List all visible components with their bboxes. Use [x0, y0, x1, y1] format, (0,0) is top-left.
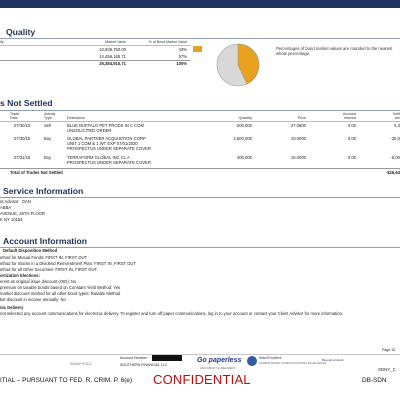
trade-1-date: 07/30/15: [14, 123, 31, 128]
dalbar-seal-icon: [247, 356, 257, 366]
col-price: Price: [297, 116, 306, 120]
method-line-2: ethod for Stocks in a Dividend Reinvestment Plan: FIRST IN, FIRST OUT: [0, 261, 136, 266]
trade-3-date: 07/31/15: [14, 155, 31, 160]
election-line-4: ket discount in income annually: No: [0, 297, 66, 302]
trade-1-amount: 5,3: [394, 123, 400, 128]
section-rule-account: [0, 247, 400, 248]
bottom-right-bates: DB-SDN: [362, 377, 387, 384]
election-line-2: premium on taxable bonds based on Constant Yield Method: Yes: [0, 285, 121, 290]
firm-name: SOUTHERN FINANCIAL LLC: [120, 363, 168, 367]
method-line-3: ethod for all Other Securities: FIRST IN, FIRST OUT: [0, 267, 98, 272]
trade-3-activity: Buy: [44, 155, 52, 160]
trade-1-desc-1: BLUE BUFFALO PET PRODS IN C COM: [67, 123, 144, 128]
section-title-account: Account Information: [3, 236, 88, 246]
delivery-text: not selected any account communications for electronic delivery. To register and turn off paper communications, log in to your account or contact your Client Advisor for more information.: [0, 311, 344, 316]
col-interest: Interest: [344, 116, 356, 120]
section-rule-trades: [0, 110, 400, 111]
method-line-1: ethod for Mutual Funds: FIRST IN, FIRST OUT: [0, 255, 88, 260]
col-type: Type: [44, 116, 52, 120]
trades-total-amount: -$26,64: [385, 170, 400, 175]
pie-note: Percentages of bond market values are rounded to the nearest whole percentage.: [276, 46, 393, 57]
section-title-service: Service Information: [3, 186, 84, 196]
trades-header-rule: [0, 121, 400, 122]
col-quantity: Quantity: [238, 116, 252, 120]
elections-title: ortization Elections:: [0, 273, 41, 278]
dalbar-text: Rated Excellent: [259, 356, 282, 360]
trade-3-desc-2: PROSPECTUS UNDER SEPARATE COVER: [67, 160, 151, 165]
advisor-label: nt Advisor:: [0, 199, 20, 204]
footer-rule: [0, 354, 400, 355]
section-rule-service: [0, 197, 400, 198]
trade-2-amount: -25,0: [390, 136, 400, 141]
service-line-2: AVENUE, 26TH FLOOR: [0, 211, 46, 216]
section-title-quality: Quality: [6, 27, 36, 37]
col-amount: Am: [394, 116, 400, 120]
trade-3-desc-1: TERRAFORM GLOBAL INC CL A: [67, 155, 130, 160]
trade-2-accrued: 0.00: [347, 136, 356, 141]
trade-2-desc-2: UNIT 1 COM & 1 WT EXP 07/01/2020: [67, 141, 138, 146]
col-header-pct: % of Bond Market Value: [148, 40, 187, 44]
method-title: Default Disposition Method: [3, 248, 58, 253]
trade-1-accrued: 0.00: [347, 123, 356, 128]
legend-swatch-1: [193, 46, 202, 52]
header-rule: [0, 45, 190, 46]
quality-row-2-pct: 57%: [178, 54, 187, 59]
col-description: Description: [67, 116, 85, 120]
col-header-quality: ity: [0, 40, 4, 44]
redacted-account-number: [152, 355, 182, 361]
trade-2-desc-3: PROSPECTUS UNDER SEPARATE COVER: [67, 146, 151, 151]
trade-2-date: 07/30/15: [14, 136, 31, 141]
dalbar-sub: DALBAR RATED COMMUNICATIONS EXCELLENCE: [259, 361, 327, 365]
trade-1-quantity: -200,000: [235, 123, 252, 128]
right-badge: Beyond a Doubt: [322, 358, 344, 362]
section-rule: [0, 38, 400, 39]
header-band: [0, 0, 400, 8]
trade-2-price: 10.0000: [290, 136, 306, 141]
go-paperless-sub: ASK ABOUT E-DELIVERY: [200, 366, 236, 370]
delivery-title: nic Delivery: [0, 305, 24, 310]
trade-3-amount: -6,00: [390, 155, 400, 160]
service-line-3: K NY 10154: [0, 217, 23, 222]
election-line-1: erest as original issue discount (OID): No: [0, 279, 77, 284]
quality-total-pct: 100%: [176, 61, 187, 66]
footer-left-small: SHAW HOLD: [70, 362, 92, 366]
go-paperless-logo: Go paperless: [197, 357, 242, 364]
trades-total-label: Total of Trades Not Settled: [10, 170, 63, 175]
col-settlement: Settl: [392, 112, 400, 116]
trade-2-desc-1: GLOBAL PARTNER ACQUISITION CORP: [67, 136, 146, 141]
trade-3-accrued: 0.00: [347, 155, 356, 160]
col-header-market-value: Market Value: [105, 40, 126, 44]
trade-1-desc-2: UNSOLICITED ORDER: [67, 128, 112, 133]
trade-1-price: 27.0800: [290, 123, 306, 128]
col-activity: Activity: [44, 112, 56, 116]
trade-1-activity: Sell: [44, 123, 51, 128]
quality-total-value: 25,384,915.71: [99, 61, 126, 66]
trade-3-quantity: 400,000: [236, 155, 252, 160]
trade-2-activity: Buy: [44, 136, 52, 141]
advisor-value: DAN: [22, 199, 31, 204]
quality-row-2-value: 14,456,165.71: [99, 54, 126, 59]
trades-total-rule: [0, 168, 400, 169]
bottom-left-legend: ITIAL – PURSUANT TO FED. R. CRIM. P. 6(e): [0, 377, 133, 384]
quality-row-1-pct: 43%: [178, 47, 187, 52]
trade-3-price: 15.0000: [290, 155, 306, 160]
election-line-3: market discount method for all other bond types: Ratable Method: [0, 291, 121, 296]
col-accrued: Accrued: [342, 112, 356, 116]
sdny-stamp: SDNY_C: [378, 367, 396, 372]
page-number: Page 15: [382, 348, 396, 352]
quality-row-1-value: 10,936,750.00: [99, 47, 126, 52]
col-trade: Trade: [10, 112, 20, 116]
col-date: Date: [10, 116, 18, 120]
service-line-1: ABBA: [0, 205, 12, 210]
account-number-label: Account Number:: [120, 356, 148, 360]
trade-2-quantity: 2,500,000: [233, 136, 252, 141]
section-title-trades: s Not Settled: [0, 98, 53, 108]
confidential-stamp: CONFIDENTIAL: [153, 372, 251, 387]
bond-quality-pie: [215, 42, 261, 88]
